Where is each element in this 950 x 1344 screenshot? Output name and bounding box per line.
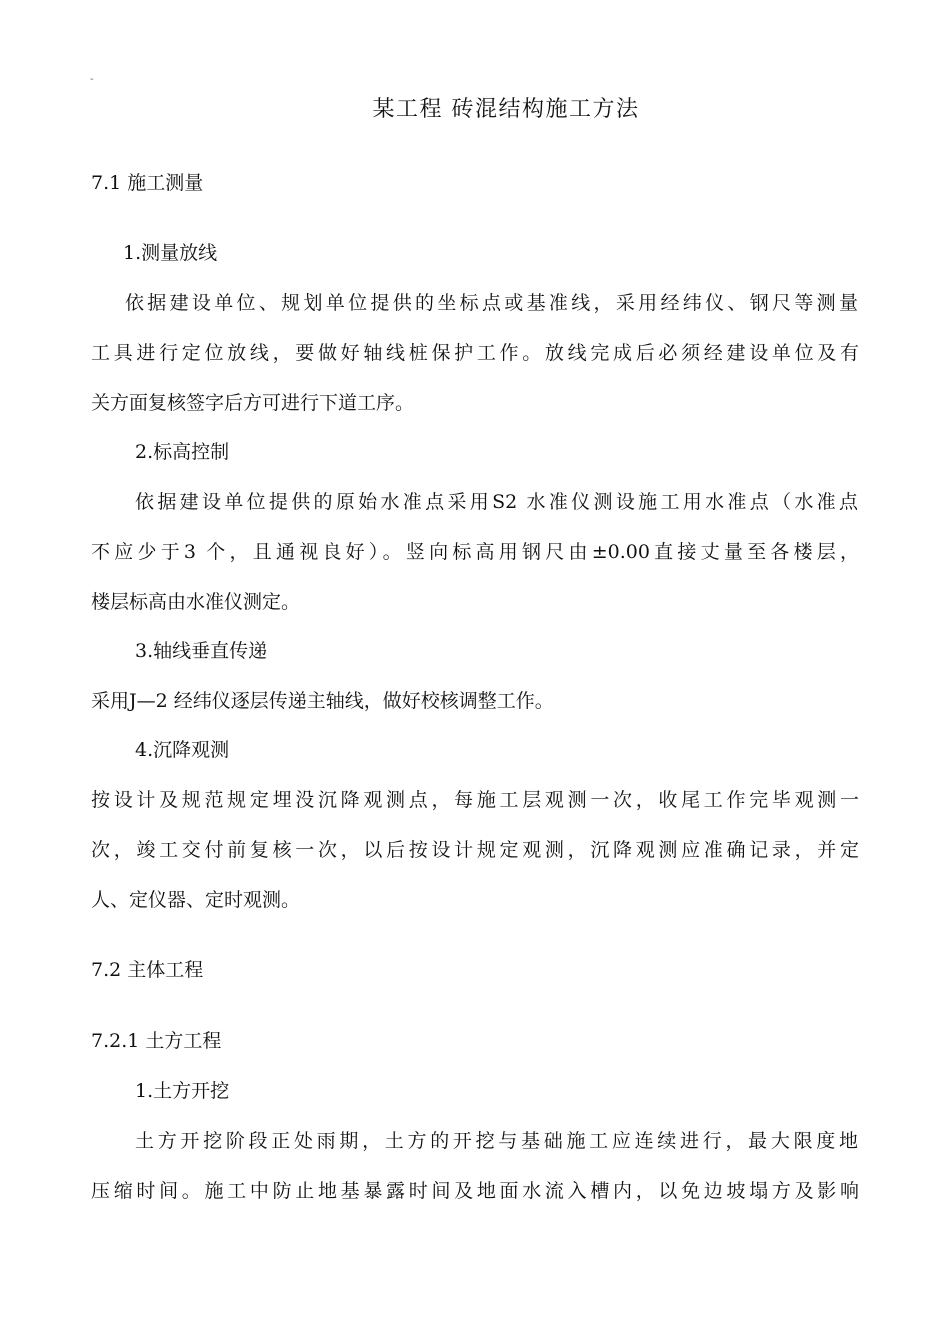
page-title: 某工程 砖混结构施工方法 — [372, 97, 640, 122]
paragraph-line: 人、定仪器、定时观测。 — [91, 889, 301, 911]
subsection-heading-settlement-observation: 4.沉降观测 — [135, 739, 230, 761]
paragraph-line: 楼层标高由水准仪测定。 — [91, 591, 301, 613]
paragraph-line: 工具进行定位放线，要做好轴线桩保护工作。放线完成后必须经建设单位及有 — [91, 342, 859, 364]
paragraph-line: 不应少于3 个，且通视良好）。竖向标高用钢尺由±0.00直接丈量至各楼层， — [91, 541, 859, 563]
paragraph-line: 压缩时间。施工中防止地基暴露时间及地面水流入槽内，以免边坡塌方及影响 — [91, 1180, 859, 1202]
section-heading-7-2-1: 7.2.1 土方工程 — [91, 1030, 222, 1052]
section-heading-7-2: 7.2 主体工程 — [91, 959, 204, 981]
paragraph-line: 依据建设单位、规划单位提供的坐标点或基准线，采用经纬仪、钢尺等测量 — [125, 292, 858, 314]
subsection-heading-elevation-control: 2.标高控制 — [135, 441, 230, 463]
section-heading-7-1: 7.1 施工测量 — [91, 172, 204, 194]
paragraph-line: 按设计及规范规定埋没沉降观测点，每施工层观测一次，收尾工作完毕观测一 — [91, 789, 859, 811]
paragraph-line: 依据建设单位提供的原始水准点采用S2 水准仪测设施工用水准点（水准点 — [135, 491, 858, 513]
paragraph-line: 土方开挖阶段正处雨期，土方的开挖与基础施工应连续进行，最大限度地 — [135, 1130, 858, 1152]
subsection-heading-earth-excavation: 1.土方开挖 — [135, 1080, 230, 1102]
paragraph-line: 次，竣工交付前复核一次，以后按设计规定观测，沉降观测应准确记录，并定 — [91, 839, 859, 861]
subsection-heading-axis-transfer: 3.轴线垂直传递 — [135, 640, 268, 662]
paragraph-line: 关方面复核签字后方可进行下道工序。 — [91, 392, 415, 414]
subsection-heading-survey-layout: 1.测量放线 — [123, 242, 218, 264]
corner-mark: - — [90, 74, 94, 85]
paragraph-line: 采用J—2 经纬仪逐层传递主轴线，做好校核调整工作。 — [91, 690, 554, 712]
